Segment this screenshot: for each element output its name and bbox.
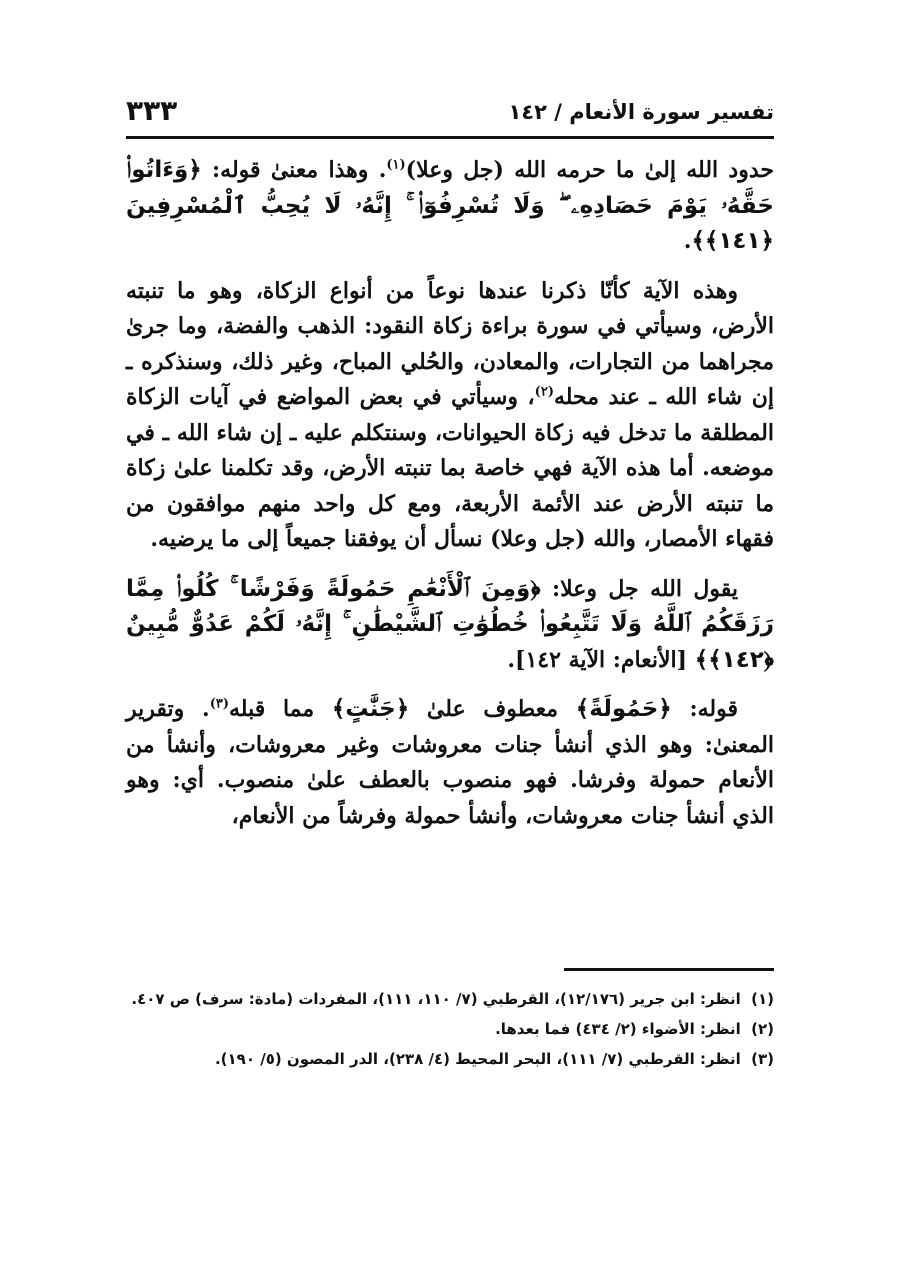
footnote-ref-3: (٣) — [209, 696, 229, 712]
footnote-3 — [126, 1044, 774, 1074]
paragraph-text: وهذه الآية كأنّا ذكرنا عندها نوعاً من أنواع الزكاة، وهو ما تنبته الأرض، وسيأتي في سورة براءة زكاة النقود: الذهب والفضة، وما جرىٰ مجراهما من التجارات، والمعادن، والحُلي المباح، وغير ذلك، وسنذكره ـ إن شاء الله ـ عند محله — [126, 277, 775, 410]
footnote-ref-1: (١) — [386, 157, 406, 173]
page-number: ٣٣٣ — [126, 94, 178, 127]
paragraph-text: مما قبله — [228, 696, 332, 722]
footnotes — [126, 984, 774, 1074]
footnote-divider — [564, 968, 774, 971]
quran-verse-141: ﴿وَءَاتُوا۟ حَقَّهُۥ يَوْمَ حَصَادِهِۦ ۖ وَلَا تُسْرِفُوٓا۟ ۚ إِنَّهُۥ لَا يُحِبُّ ٱلْمُسْرِفِينَ ﴿١٤١﴾﴾ — [126, 157, 774, 254]
paragraph-4 — [126, 692, 774, 834]
footnote-text: انظر: ابن جرير (١٢/١٧٦)، القرطبي (٧/ ١١٠، ١١١)، المفردات (مادة: سرف) ص ٤٠٧. — [131, 990, 741, 1008]
paragraph-text: يقول الله جل وعلا: — [540, 575, 738, 602]
paragraph-text: قوله: — [671, 696, 738, 722]
footnote-number: (١) — [751, 990, 774, 1008]
paragraph-2 — [126, 274, 774, 558]
footnote-ref-2: (٢) — [534, 384, 554, 400]
footnote-1 — [126, 984, 774, 1014]
paragraph-text: . وهذا معنىٰ قوله: — [201, 157, 387, 183]
footnote-2 — [126, 1014, 774, 1044]
footnote-text: انظر: القرطبي (٧/ ١١١)، البحر المحيط (٤/ ٢٣٨)، الدر المصون (٥/ ١٩٠). — [214, 1050, 741, 1068]
paragraph-text: حدود الله إلىٰ ما حرمه الله (جل وعلا) — [405, 157, 774, 183]
paragraph-text: معطوف علىٰ — [409, 696, 576, 722]
paragraph-1 — [126, 153, 774, 260]
running-header — [126, 92, 774, 139]
paragraph-text: . وتقرير المعنىٰ: وهو الذي أنشأ جنات معروشات وغير معروشات، وأنشأ من الأنعام حمولة وفرشا. فهو منصوب بالعطف علىٰ منصوب. أي: وهو الذي أنشأ جنات معروشات، وأنشأ حمولة وفرشاً من الأنعام، — [126, 696, 774, 829]
verse-citation: [الأنعام: الآية ١٤٢]. — [507, 646, 695, 673]
footnote-number: (٣) — [751, 1050, 774, 1068]
footnote-number: (٢) — [751, 1020, 774, 1038]
quran-word-jannat: ﴿جَنَّٰتٍ﴾ — [331, 696, 410, 722]
paragraph-text: . — [683, 228, 692, 254]
paragraph-text: ، وسيأتي في بعض المواضع في آيات الزكاة المطلقة ما تدخل فيه زكاة الحيوانات، وسنتكلم عليه ـ إن شاء الله ـ في موضعه. أما هذه الآية فهي خاصة بما تنبته الأرض، وقد تكلمنا علىٰ زكاة ما تنبته الأرض عند الأئمة الأربعة، ومع كل واحد منهم موافقون من فقهاء الأمصار، والله (جل وعلا) نسأل أن يوفقنا جميعاً إلى ما يرضيه. — [126, 384, 774, 552]
paragraph-3 — [126, 572, 774, 679]
book-page — [126, 92, 774, 1172]
running-title: تفسير سورة الأنعام / ١٤٢ — [508, 100, 774, 124]
quran-verse-142: ﴿وَمِنَ ٱلْأَنْعَٰمِ حَمُولَةً وَفَرْشًا ۚ كُلُوا۟ مِمَّا رَزَقَكُمُ ٱللَّهُ وَلَا تَتَّبِعُوا۟ خُطُوَٰتِ ٱلشَّيْطَٰنِ ۚ إِنَّهُۥ لَكُمْ عَدُوٌّ مُّبِينٌ ﴿١٤٢﴾﴾ — [126, 575, 774, 673]
body-text — [126, 153, 774, 834]
footnote-text: انظر: الأضواء (٢/ ٤٣٤) فما بعدها. — [495, 1020, 741, 1038]
quran-word-hamulah: ﴿حَمُولَةً﴾ — [575, 696, 672, 722]
